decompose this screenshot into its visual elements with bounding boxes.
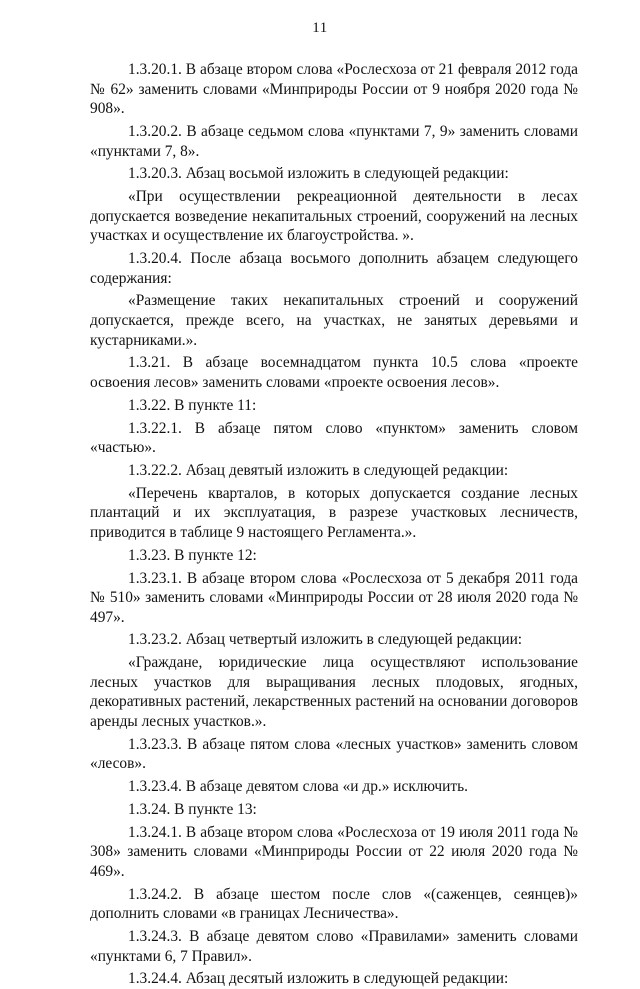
quoted-paragraph: «Граждане, юридические лица осуществляют использование лесных участков для выращивания лесных плодовых, ягодных, декоративных растений, лекарственных растений на основании договоров аренды лесных участков.». — [90, 654, 578, 731]
paragraph-1-3-24-3: 1.3.24.3. В абзаце девятом слово «Правилами» заменить словами «пунктами 6, 7 Правил». — [90, 928, 578, 965]
quoted-paragraph: «Перечень кварталов, в которых допускается создание лесных плантаций и их эксплуатация, в разрезе участковых лесничеств, приводится в таблице 9 настоящего Регламента.». — [90, 484, 578, 541]
paragraph-1-3-23-3: 1.3.23.3. В абзаце пятом слова «лесных участков» заменить словом «лесов». — [90, 735, 578, 773]
quoted-paragraph: «При осуществлении рекреационной деятельности в лесах допускается возведение некапитальных строений, сооружений на лесных участках и осуществление их благоустройства. ». — [90, 188, 578, 245]
paragraph-1-3-23: 1.3.23. В пункте 12: — [128, 546, 257, 564]
quoted-paragraph: «Размещение таких некапитальных строений и сооружений допускается, прежде всего, на участках, не занятых деревьями и кустарниками.». — [90, 292, 578, 349]
document-body — [90, 60, 578, 989]
paragraph-1-3-24-4: 1.3.24.4. Абзац десятый изложить в следующей редакции: — [128, 970, 509, 988]
paragraph-1-3-20-2: 1.3.20.2. В абзаце седьмом слова «пунктами 7, 9» заменить словами «пунктами 7, 8». — [90, 122, 578, 160]
paragraph-1-3-21: 1.3.21. В абзаце восемнадцатом пункта 10.5 слова «проекте освоения лесов» заменить словами «проекте освоения лесов». — [90, 354, 578, 392]
paragraph-1-3-23-2: 1.3.23.2. Абзац четвертый изложить в следующей редакции: — [128, 631, 523, 649]
paragraph-1-3-22: 1.3.22. В пункте 11: — [128, 396, 257, 414]
paragraph-1-3-22-2: 1.3.22.2. Абзац девятый изложить в следующей редакции: — [128, 461, 509, 479]
paragraph-1-3-20-3: 1.3.20.3. Абзац восьмой изложить в следующей редакции: — [128, 165, 509, 183]
paragraph-1-3-23-4: 1.3.23.4. В абзаце девятом слова «и др.» исключить. — [128, 778, 468, 796]
paragraph-1-3-20-1: 1.3.20.1. В абзаце втором слова «Рослесхоза от 21 февраля 2012 года № 62» заменить словами «Минприроды России от 9 ноября 2020 года № 908». — [90, 61, 578, 118]
paragraph-1-3-24-1: 1.3.24.1. В абзаце втором слова «Рослесхоза от 19 июля 2011 года № 308» заменить словами «Минприроды России от 22 июля 2020 года № 469». — [90, 823, 578, 880]
paragraph-1-3-24: 1.3.24. В пункте 13: — [128, 800, 257, 818]
page-number: 11 — [312, 20, 328, 36]
paragraph-1-3-23-1: 1.3.23.1. В абзаце втором слова «Рослесхоза от 5 декабря 2011 года № 510» заменить словами «Минприроды России от 28 июля 2020 года № 497». — [90, 569, 578, 626]
paragraph-1-3-20-4: 1.3.20.4. После абзаца восьмого дополнить абзацем следующего содержания: — [90, 250, 578, 287]
paragraph-1-3-24-2: 1.3.24.2. В абзаце шестом после слов «(саженцев, сеянцев)» дополнить словами «в границах Лесничества». — [90, 885, 578, 923]
paragraph-1-3-22-1: 1.3.22.1. В абзаце пятом слово «пунктом» заменить словом «частью». — [90, 419, 578, 457]
